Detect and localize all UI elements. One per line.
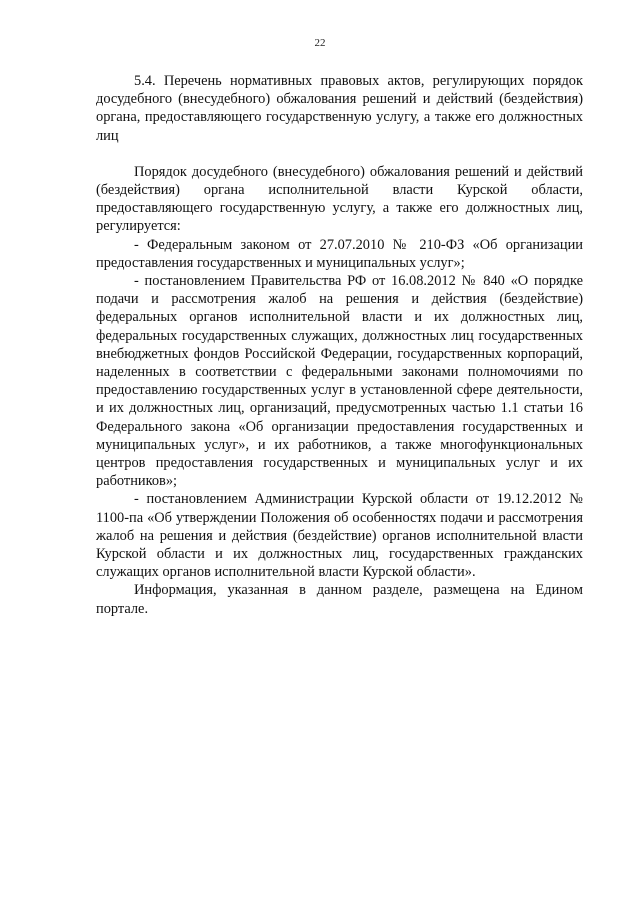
- paragraph-law-210: - Федеральным законом от 27.07.2010 № 210-ФЗ «Об организации предоставления государственных и муниципальных услуг»;: [96, 236, 583, 271]
- section-heading: 5.4. Перечень нормативных правовых актов, регулирующих порядок досудебного (внесудебного) обжалования решений и действий (бездействия) органа, предоставляющего государственную услугу, а также его должностных лиц: [96, 73, 583, 144]
- paragraph-decree-1100: - постановлением Администрации Курской области от 19.12.2012 № 1100-па «Об утверждении Положения об особенностях подачи и рассмотрения жалоб на решения и действия (бездействие) органов исполнительной власти Курской области и их должностных лиц, государственных гражданских служащих органов исполнительной власти Курской области».: [96, 491, 583, 581]
- paragraph-decree-840: - постановлением Правительства РФ от 16.08.2012 № 840 «О порядке подачи и рассмотрения жалоб на решения и действия (бездействие) федеральных органов исполнительной власти и их должностных лиц, федеральных государственных служащих, должностных лиц государственных внебюджетных фондов Российской Федерации, государственных корпораций, наделенных в соответствии с федеральными законами полномочиями по предоставлению государственных услуг в установленной сфере деятельности, и их должностных лиц, организаций, предусмотренных частью 1.1 статьи 16 Федерального закона «Об организации предоставления государственных и муниципальных услуг», и их работников, а также многофункциональных центров предоставления государственных и муниципальных услуг и их работников»;: [96, 273, 583, 490]
- document-body: [96, 72, 583, 618]
- paragraph-portal-info: Информация, указанная в данном разделе, размещена на Едином портале.: [96, 582, 583, 617]
- page-number: 22: [314, 37, 326, 49]
- paragraph-intro: Порядок досудебного (внесудебного) обжалования решений и действий (бездействия) органа исполнительной власти Курской области, предоставляющего государственную услугу, а также его должностных лиц, регулируется:: [96, 163, 583, 235]
